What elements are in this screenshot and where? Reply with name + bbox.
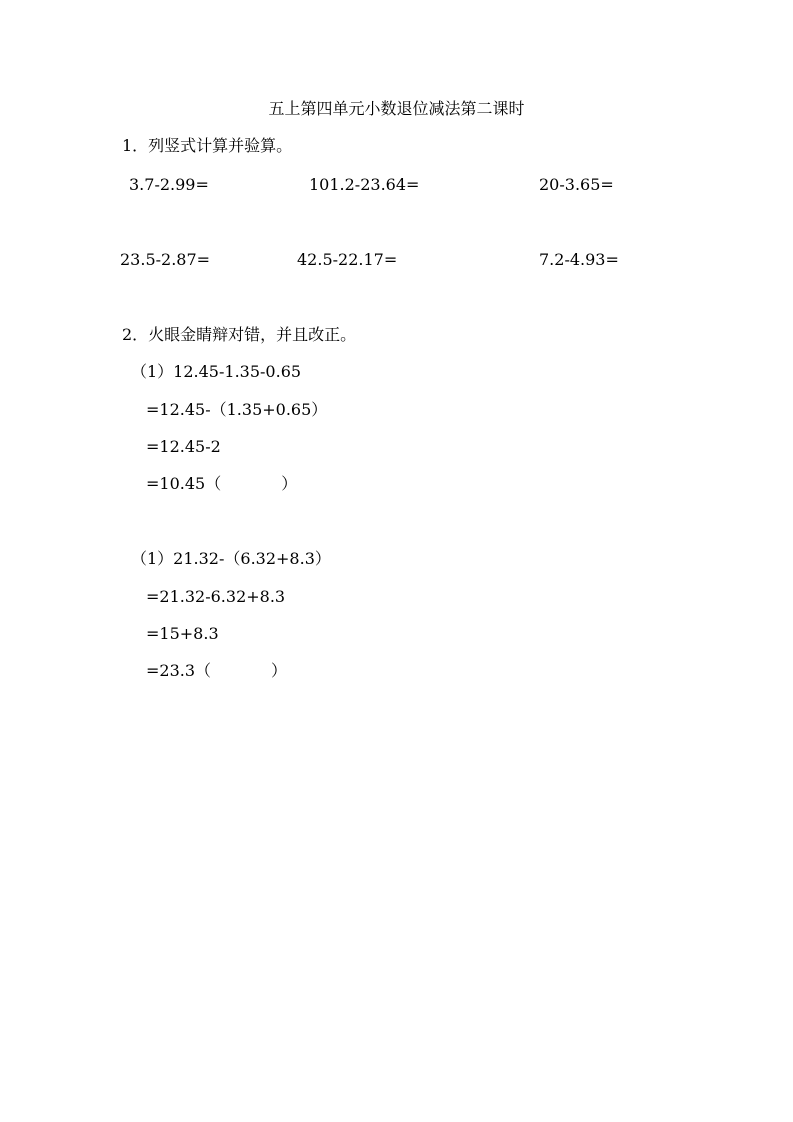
judge-problem-1-close: ） bbox=[281, 474, 298, 493]
calc-problem-5: 42.5-22.17= bbox=[297, 250, 398, 269]
calc-problem-2: 101.2-23.64= bbox=[309, 175, 420, 194]
judge-problem-2-answer: =23.3（ bbox=[146, 661, 212, 680]
calc-problem-6: 7.2-4.93= bbox=[539, 250, 619, 269]
section1-heading: 1．列竖式计算并验算。 bbox=[122, 136, 293, 155]
judge-problem-1-answer: =10.45（ bbox=[146, 474, 222, 493]
judge-problem-2-close: ） bbox=[271, 661, 288, 680]
judge-problem-1-question: （1）12.45-1.35-0.65 bbox=[131, 362, 302, 381]
judge-problem-2-step2: =15+8.3 bbox=[146, 624, 219, 643]
calc-problem-4: 23.5-2.87= bbox=[120, 250, 211, 269]
calc-problem-1: 3.7-2.99= bbox=[129, 175, 209, 194]
judge-problem-1-step1: =12.45-（1.35+0.65） bbox=[146, 400, 328, 419]
judge-problem-2-question: （1）21.32-（6.32+8.3） bbox=[131, 549, 331, 568]
judge-problem-1-step2: =12.45-2 bbox=[146, 437, 221, 456]
judge-problem-2-step3 bbox=[146, 661, 287, 681]
calc-problem-3: 20-3.65= bbox=[539, 175, 614, 194]
judge-problem-1-step3 bbox=[146, 474, 297, 494]
section2-heading: 2．火眼金睛辩对错，并且改正。 bbox=[122, 325, 357, 344]
page-title: 五上第四单元小数退位减法第二课时 bbox=[268, 99, 525, 118]
judge-problem-2-step1: =21.32-6.32+8.3 bbox=[146, 587, 286, 606]
